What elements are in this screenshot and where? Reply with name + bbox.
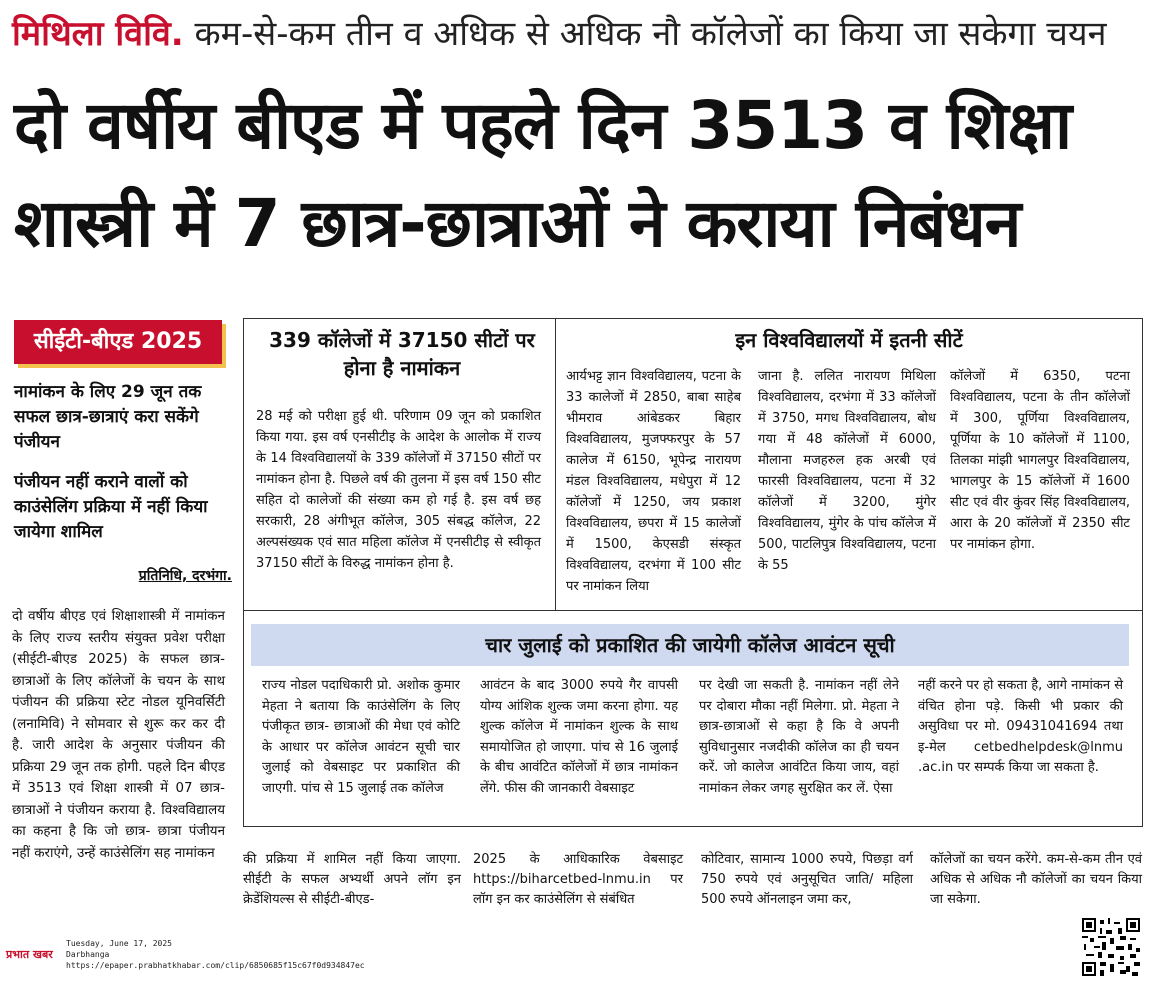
bottom-col-3: कोटिवार, सामान्य 1000 रुपये, पिछड़ा वर्ग 750 रुपये एवं अनुसूचित जाति/ महिला 500 रुपये ऑनलाइन जमा कर, <box>701 852 913 907</box>
band-col-3: पर देखी जा सकती है. नामांकन नहीं लेने पर दोबारा मौका नहीं मिलेगा. प्रो. मेहता ने छात्र-छात्राओं से कहा है कि वे अपनी सुविधानुसार नजदीकी कॉलेज का ही चयन करें. जो कालेज आवंटित किया जाय, वहां नामांकन लेकर जगह सुरक्षित कर लें. ऐसा <box>699 678 899 796</box>
box-divider-horizontal <box>243 610 1143 611</box>
box-right-col-2: जाना है. ललित नारायण मिथिला विश्वविद्यालय, दरभंगा में 33 कॉलेजों में 3750, मगध विश्वविद्यालय, बोध गया में 48 कॉलेजों में 6000, मौलाना मजहरुल हक अरबी एवं फारसी विश्वविद्यालय, पटना में 32 कॉलेजों में 3200, मुंगेर विश्वविद्यालय, मुंगेर के पांच कॉलेज में 500, पाटलिपुत्र विश्वविद्यालय, पटना के 55 <box>758 369 936 573</box>
box-right-heading: इन विश्वविद्यालयों में इतनी सीटें <box>735 328 963 352</box>
band-col-4: नहीं करने पर हो सकता है, आगे नामांकन से वंचित होना पड़े. किसी भी प्रकार की असुविधा पर मो. 09431041694 तथा इ-मेल cetbedhelpdesk@lnmu .ac.in पर सम्पर्क किया जा सकता है. <box>918 678 1123 775</box>
clip-metadata <box>66 938 365 971</box>
subhead-1: नामांकन के लिए 29 जून तक सफल छात्र-छात्राएं करा सकेंगे पंजीयन <box>14 382 202 452</box>
box-right-col-3: कॉलेजों में 6350, पटना विश्वविद्यालय, पटना के तीन कॉलेजों में 300, पूर्णिया विश्वविद्यालय, पूर्णिया के 10 कॉलेजों में 1100, तिलका मांझी भागलपुर विश्वविद्यालय, भागलपुर के 15 कॉलेजों में 1600 सीट एवं वीर कुंवर सिंह विश्वविद्यालय, आरा के 20 कॉलेजों में 2350 सीट पर नामांकन होगा. <box>950 369 1130 552</box>
byline: प्रतिनिधि, दरभंगा. <box>138 568 232 584</box>
kicker-text: कम-से-कम तीन व अधिक से अधिक नौ कॉलेजों का किया जा सकेगा चयन <box>194 14 1107 54</box>
band-col-2: आवंटन के बाद 3000 रुपये गैर वापसी योग्य आंशिक शुल्क जमा करना होगा. यह शुल्क कॉलेज में नामांकन शुल्क के साथ समायोजित हो जाएगा. पांच से 16 जुलाई के बीच आवंटित कॉलेजों में छात्र नामांकन लेंगे. फीस की जानकारी वेबसाइट <box>480 678 678 796</box>
headline-line-2: शास्त्री में 7 छात्र-छात्राओं ने कराया निबंधन <box>14 185 1021 262</box>
box-divider-vertical <box>555 318 556 610</box>
subhead-2: पंजीयन नहीं कराने वालों को काउंसेलिंग प्रक्रिया में नहीं किया जायेगा शामिल <box>14 472 208 542</box>
clip-date: Tuesday, June 17, 2025 <box>66 939 172 948</box>
box-right-col-1: आर्यभट्ट ज्ञान विश्वविद्यालय, पटना के 33 कालेजों में 2850, बाबा साहेब भीमराव आंबेडकर बिहार विश्वविद्यालय, मुजफ्फरपुर के 57 कालेज में 6150, भूपेन्द्र नारायण मंडल विश्वविद्यालय, मधेपुरा में 12 कॉलेजों में 1250, जय प्रकाश विश्वविद्यालय, छपरा में 15 कालेजों में 1500, केएसडी संस्कृत विश्वविद्यालय, दरभंगा में 100 सीट पर नामांकन लिया <box>566 369 741 594</box>
band-col-1: राज्य नोडल पदाधिकारी प्रो. अशोक कुमार मेहता ने बताया कि काउंसेलिंग के लिए पंजीकृत छात्र- छात्राओं की मेधा एवं कोटि के आधार पर कॉलेज आवंटन सूची चार जुलाई को वेबसाइट पर प्रकाशित की जाएगी. पांच से 15 जुलाई तक कॉलेज <box>262 678 460 796</box>
box-left-heading: 339 कॉलेजों में 37150 सीटों पर होना है नामांकन <box>269 328 535 380</box>
section-tag: सीईटी-बीएड 2025 <box>14 320 222 364</box>
clip-edition: Darbhanga <box>66 950 110 959</box>
bottom-col-2: 2025 के आधिकारिक वेबसाइट https://biharcetbed-lnmu.in पर लॉग इन कर काउंसेलिंग से संबंधित <box>473 852 683 907</box>
kicker-tag: मिथिला विवि. <box>12 14 184 54</box>
clip-url: https://epaper.prabhatkhabar.com/clip/6850685f15c67f0d934847ec <box>66 961 365 970</box>
bottom-col-4: कॉलेजों का चयन करेंगे. कम-से-कम तीन एवं अधिक से अधिक नौ कॉलेजों का चयन किया जा सकेगा. <box>930 852 1142 907</box>
publication-logo: प्रभात खबर <box>6 948 53 961</box>
box-left-body: 28 मई को परीक्षा हुई थी. परिणाम 09 जून को प्रकाशित किया गया. इस वर्ष एनसीटीइ के आदेश के आलोक में राज्य के 14 विश्वविद्यालयों के 339 कॉलेजों में 37150 सीटों पर नामांकन होना है. पिछले वर्ष की तुलना में इस वर्ष 150 सीट सहित दो कालेजों की संख्या कम हो गई है. इस वर्ष छह सरकारी, 28 अंगीभूत कॉलेज, 305 संबद्ध कॉलेज, 22 अल्पसंख्यक एवं सात महिला कॉलेज में एनसीटीइ से स्वीकृत 37150 सीटों के विरुद्ध नामांकन होना है. <box>256 409 541 571</box>
headline-line-1: दो वर्षीय बीएड में पहले दिन 3513 व शिक्षा <box>14 87 1072 164</box>
bottom-col-1: की प्रक्रिया में शामिल नहीं किया जाएगा. सीईटी के सफल अभ्यर्थी अपने लॉग इन क्रेडेंशियल्स से सीईटी-बीएड- <box>243 852 461 907</box>
left-column-body: दो वर्षीय बीएड एवं शिक्षाशास्त्री में नामांकन के लिए राज्य स्तरीय संयुक्त प्रवेश परीक्षा (सीईटी-बीएड 2025) के सफल छात्र- छात्राओं के लिए कॉलेजों के चयन के साथ पंजीयन की प्रक्रिया स्टेट नोडल यूनिवर्सिटी (लनामिवि) ने सोमवार से शुरू कर कर दी है. जारी आदेश के अनुसार पंजीयन की प्रक्रिया 29 जून तक होगी. पहले दिन बीएड में 3513 एवं शिक्षा शास्त्री में 07 छात्र-छात्राओं ने पंजीयन कराया है. विश्वविद्यालय का कहना है कि जो छात्र- छात्रा पंजीयन नहीं कराएंगे, उन्हें काउंसेलिंग सह नामांकन <box>12 609 225 861</box>
qr-code-icon <box>1082 918 1140 976</box>
kicker <box>12 12 1106 56</box>
subsection-band: चार जुलाई को प्रकाशित की जायेगी कॉलेज आवंटन सूची <box>251 624 1129 666</box>
